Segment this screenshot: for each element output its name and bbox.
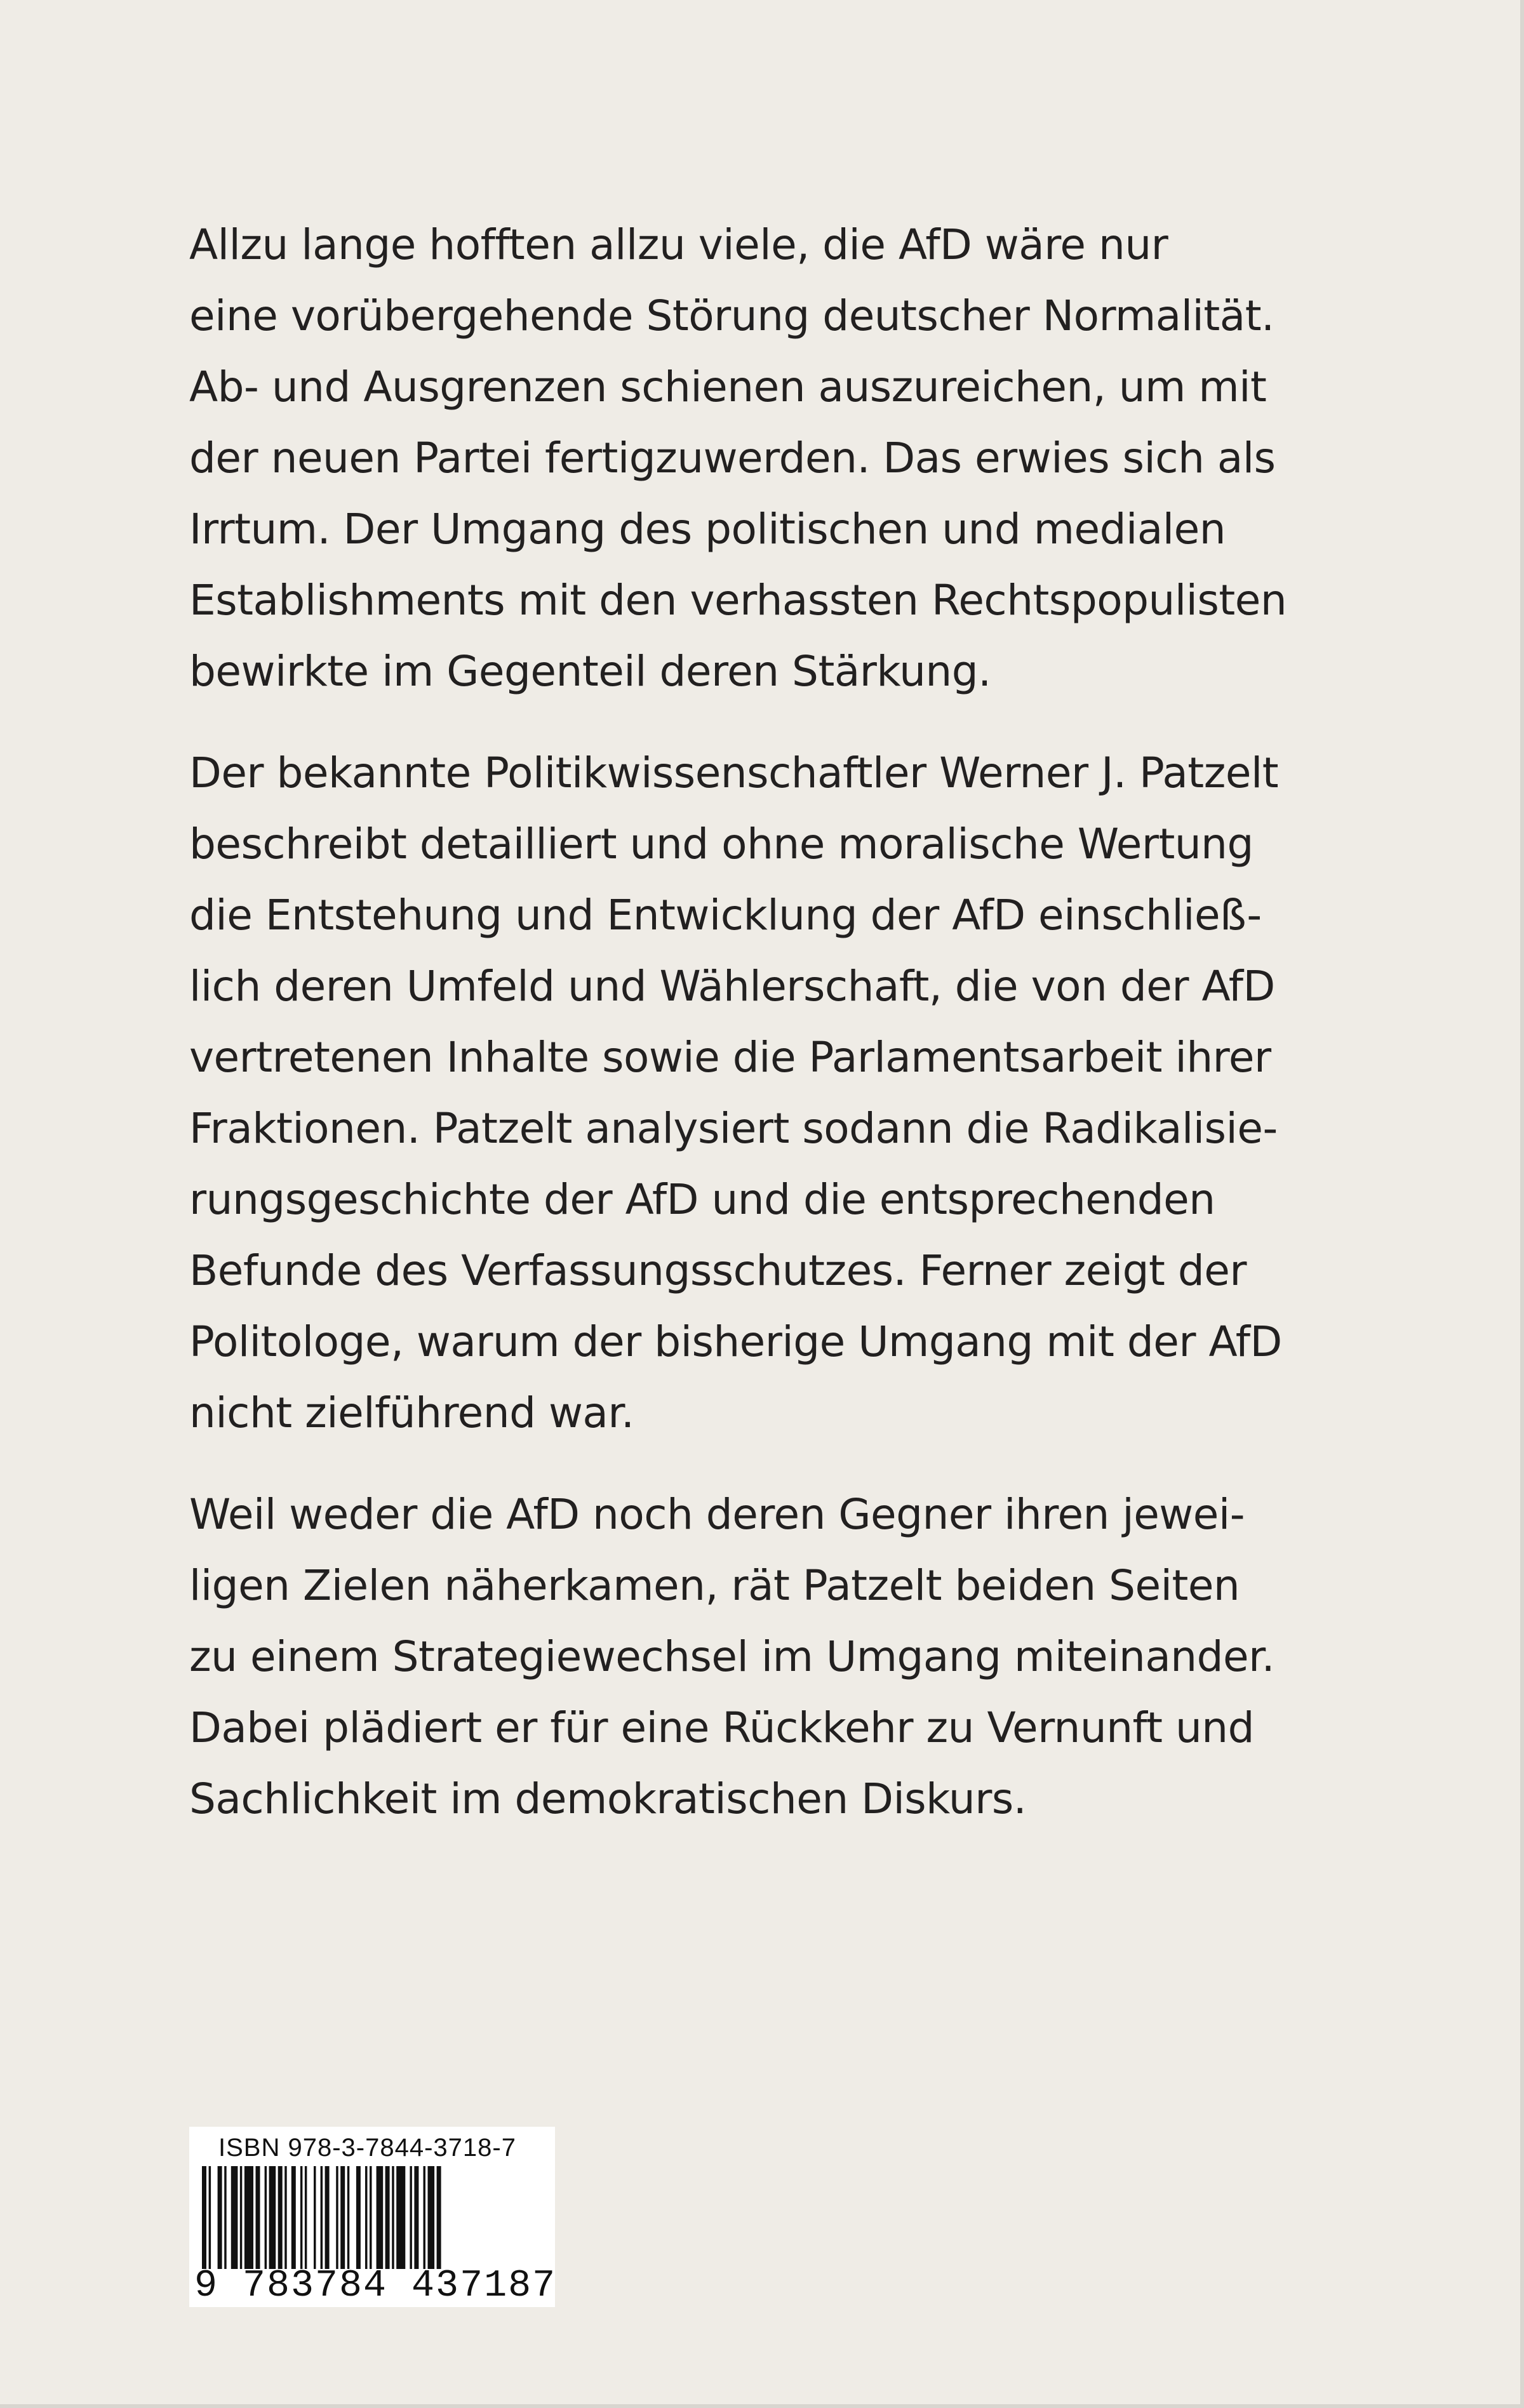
blurb-line: der neuen Partei fertigzuwerden. Das erwies sich als — [189, 434, 1276, 482]
barcode-bar — [385, 2166, 390, 2269]
barcode-bar — [265, 2166, 267, 2269]
blurb-line: eine vorübergehende Störung deutscher Normalität. — [189, 291, 1274, 340]
blurb-line: zu einem Strategiewechsel im Umgang miteinander. — [189, 1632, 1275, 1681]
barcode-bar — [365, 2166, 368, 2269]
barcode-bar — [356, 2166, 361, 2269]
blurb-line: Weil weder die AfD noch deren Gegner ihren jewei- — [189, 1490, 1245, 1539]
blurb-text — [189, 210, 1370, 1865]
isbn-label: ISBN 978-3-7844-3718-7 — [218, 2134, 516, 2162]
blurb-line: bewirkte im Gegenteil deren Stärkung. — [189, 647, 991, 696]
barcode-bar — [424, 2166, 426, 2269]
blurb-paragraph-1 — [189, 210, 1370, 707]
barcode-bar — [244, 2166, 253, 2269]
blurb-line: vertretenen Inhalte sowie die Parlamentsarbeit ihrer — [189, 1033, 1271, 1082]
blurb-line: Dabei plädiert er für eine Rückkehr zu Vernunft und — [189, 1703, 1255, 1752]
blurb-line: Irrtum. Der Umgang des politischen und medialen — [189, 505, 1226, 554]
barcode-bar — [428, 2166, 435, 2269]
barcode-bar — [202, 2166, 206, 2269]
barcode-bar — [392, 2166, 394, 2269]
barcode-bar — [218, 2166, 222, 2269]
blurb-line: rungsgeschichte der AfD und die entsprechenden — [189, 1175, 1215, 1224]
barcode-bar — [269, 2166, 276, 2269]
barcode-bar — [291, 2166, 296, 2269]
barcode-bar — [240, 2166, 243, 2269]
barcode-bar — [224, 2166, 227, 2269]
blurb-line: Politologe, warum der bisherige Umgang mit der AfD — [189, 1317, 1282, 1366]
isbn-barcode-box — [189, 2127, 555, 2307]
barcode-bar — [414, 2166, 418, 2269]
barcode-bar — [231, 2166, 238, 2269]
blurb-paragraph-3 — [189, 1479, 1370, 1835]
blurb-line: die Entstehung und Entwicklung der AfD einschließ- — [189, 891, 1262, 940]
blurb-line: Ab- und Ausgrenzen schienen auszureichen, um mit — [189, 363, 1267, 411]
blurb-line: lich deren Umfeld und Wählerschaft, die von der AfD — [189, 962, 1275, 1011]
isbn-digits: 9 783784 437187 — [194, 2265, 557, 2308]
barcode-bar — [336, 2166, 338, 2269]
barcode-bar — [209, 2166, 211, 2269]
barcode-bar — [314, 2166, 316, 2269]
blurb-paragraph-2 — [189, 738, 1370, 1449]
barcode-bar — [340, 2166, 345, 2269]
blurb-line: nicht zielführend war. — [189, 1388, 634, 1437]
barcode-bar — [305, 2166, 307, 2269]
blurb-line: Der bekannte Politikwissenschaftler Werner J. Patzelt — [189, 748, 1279, 797]
barcode-bar — [278, 2166, 283, 2269]
blurb-line: Establishments mit den verhassten Rechtspopulisten — [189, 576, 1287, 625]
barcode-bar — [300, 2166, 303, 2269]
barcode-bar — [256, 2166, 260, 2269]
blurb-line: Befunde des Verfassungsschutzes. Ferner zeigt der — [189, 1246, 1247, 1295]
barcode-bar — [321, 2166, 323, 2269]
barcode-bar — [377, 2166, 384, 2269]
blurb-line: Sachlichkeit im demokratischen Diskurs. — [189, 1774, 1027, 1823]
barcode-bar — [370, 2166, 372, 2269]
blurb-line: Fraktionen. Patzelt analysiert sodann die Radikalisie- — [189, 1104, 1278, 1153]
barcode-bar — [410, 2166, 412, 2269]
barcode-bar — [325, 2166, 330, 2269]
blurb-line: ligen Zielen näherkamen, rät Patzelt beiden Seiten — [189, 1561, 1240, 1610]
barcode-bar — [347, 2166, 350, 2269]
blurb-line: beschreibt detailliert und ohne moralische Wertung — [189, 820, 1253, 868]
barcode-bar — [284, 2166, 287, 2269]
barcode-bar — [396, 2166, 405, 2269]
blurb-line: Allzu lange hofften allzu viele, die AfD wäre nur — [189, 220, 1168, 269]
barcode-bar — [437, 2166, 441, 2269]
